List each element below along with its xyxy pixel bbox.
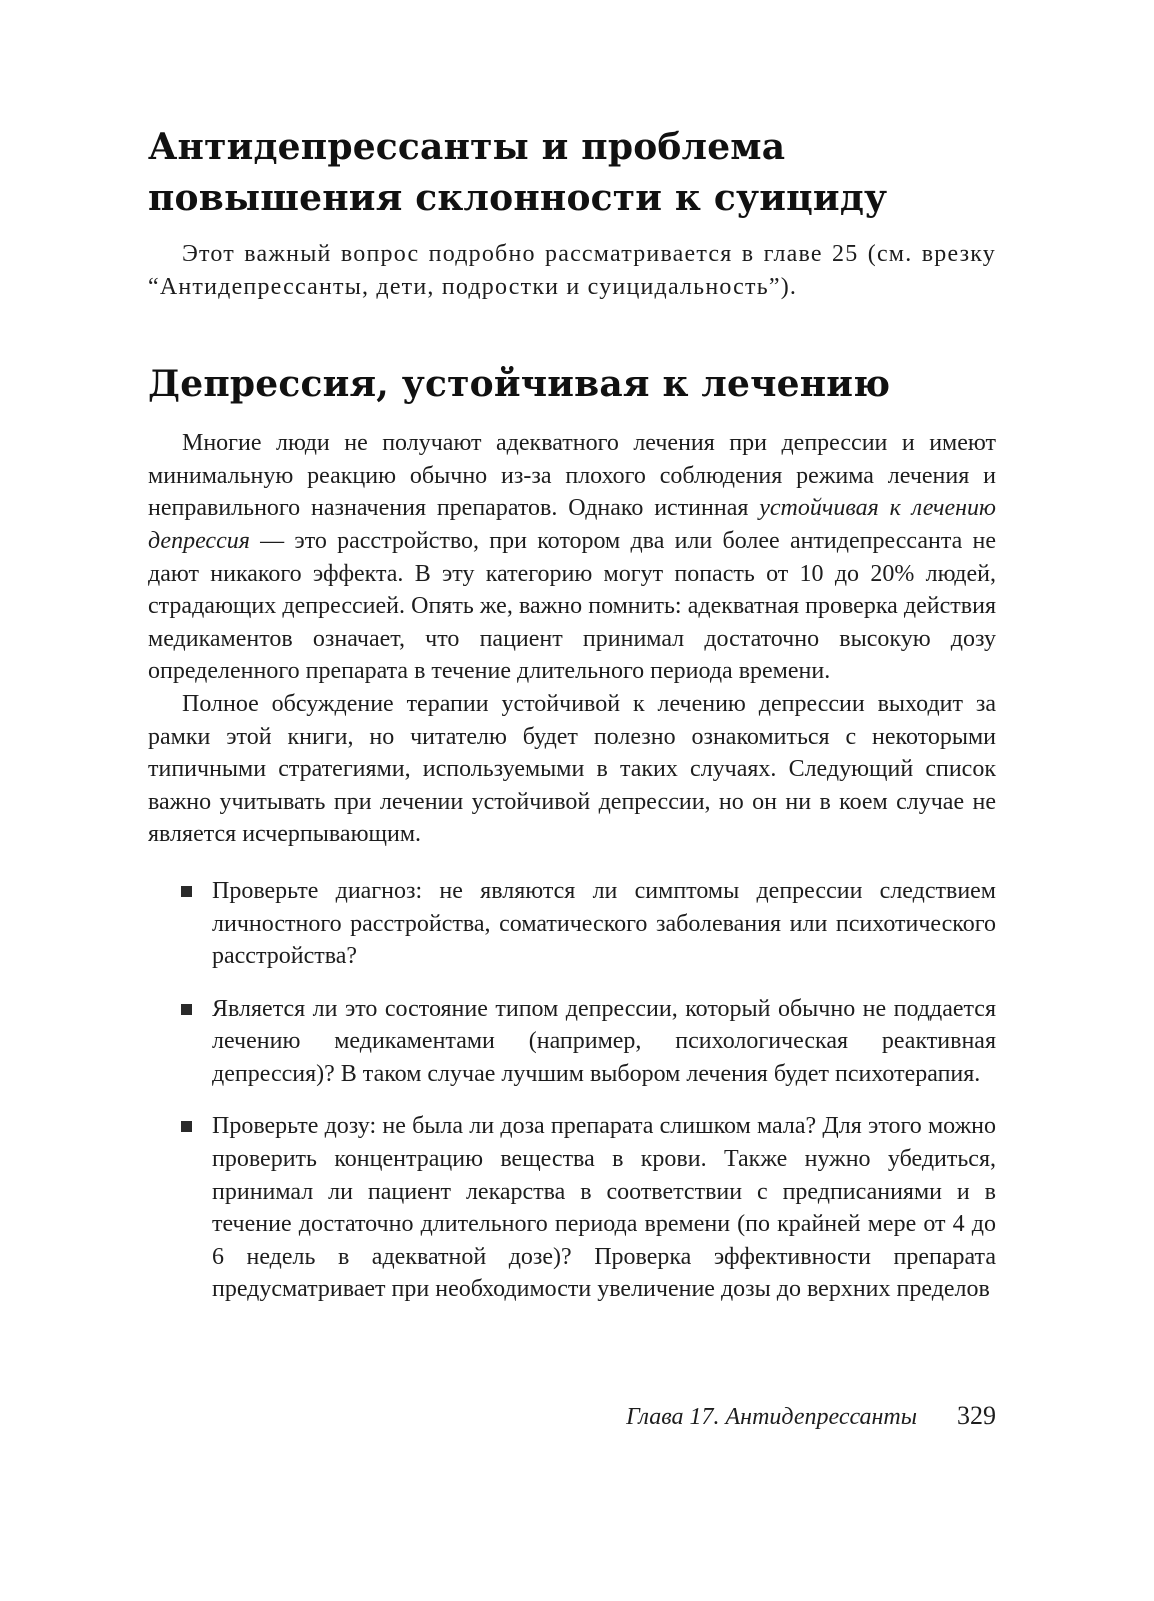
italic-term: устойчивая к лечению депрессия (148, 495, 996, 554)
paragraph-text-end: — это расстройство, при котором два или более антидепрессанта не дают никакого эффекта. В эту категорию могут попасть от 10 до 20% людей, страдающих депрессией. Опять же, важно помнить: адекватная проверка действия медикаментов означает, что пациент принимал достаточно высокую дозу определенного препарата в течение длительного периода времени. (148, 527, 996, 685)
page-footer (148, 1400, 996, 1433)
strategy-list (148, 875, 996, 1306)
suicide-risk-paragraph: Этот важный вопрос подробно рассматривается в главе 25 (см. врезку “Антидепрессанты, дети, подростки и суицидальность”). (148, 241, 996, 300)
treatment-resistant-paragraph-2: Полное обсуждение терапии устойчивой к лечению депрессии выходит за рамки этой книги, но читателю будет полезно ознакомиться с некоторыми типичными стратегиями, используемыми в таких случаях. Следующий список важно учитывать при лечении устойчивой депрессии, но он ни в коем случае не является исчерпывающим. (148, 690, 996, 848)
page-number: 329 (957, 1401, 996, 1430)
list-item-text: Является ли это состояние типом депрессии, который обычно не поддается лечению медикаментами (например, психологическая реактивная депрессия)? В таком случае лучшим выбором лечения будет психотерапия. (212, 995, 996, 1087)
list-item-text: Проверьте диагноз: не являются ли симптомы депрессии следствием личностного расстройства, соматического заболевания или психотического расстройства? (212, 877, 996, 970)
treatment-resistant-paragraph-1 (148, 427, 996, 688)
list-item (212, 1110, 996, 1306)
heading-line-2: повышения склонности к суициду (148, 177, 888, 219)
heading-line-1: Антидепрессанты и проблема (148, 126, 786, 168)
running-head: Глава 17. Антидепрессанты (626, 1404, 917, 1430)
square-bullet-icon (181, 886, 192, 897)
section-heading-treatment-resistant: Депрессия, устойчивая к лечению (148, 363, 891, 406)
list-item-text: Проверьте дозу: не была ли доза препарата слишком мала? Для этого можно проверить концентрацию вещества в крови. Также нужно убедиться, принимал ли пациент лекарства в соответствии с предписаниями и в течение достаточно длительного периода времени (по крайней мере от 4 до 6 недель в адекватной дозе)? Проверка эффективности препарата предусматривает при необходимости увеличение дозы до верхних пределов (212, 1113, 996, 1303)
list-item (212, 875, 996, 973)
list-item (212, 993, 996, 1091)
square-bullet-icon (181, 1004, 192, 1015)
square-bullet-icon (181, 1121, 192, 1132)
section-heading-suicide-risk (148, 122, 996, 224)
paragraph-text-start: Многие люди не получают адекватного лечения при депрессии и имеют минимальную реакцию обычно из-за плохого соблюдения режима лечения и неправильного назначения препаратов. Однако истинная (148, 430, 996, 522)
page-content (148, 122, 996, 1326)
